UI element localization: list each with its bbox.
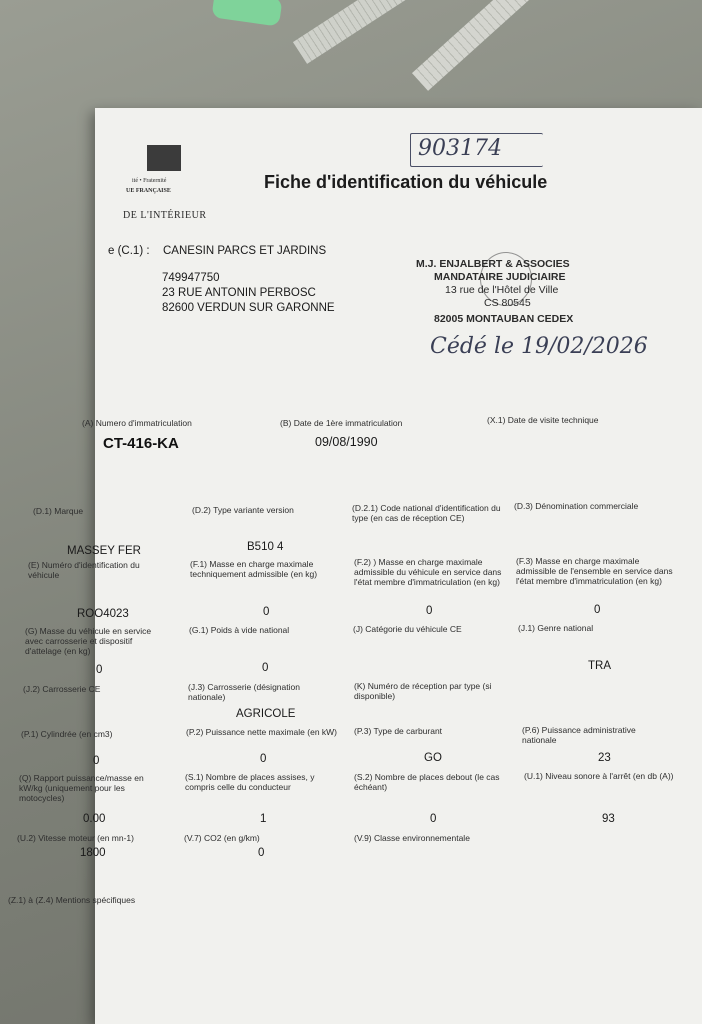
holder-label: e (C.1) :: [108, 245, 150, 257]
field-P3-value: GO: [424, 752, 442, 764]
field-F3-label: (F.3) Masse en charge maximale admissible de l'ensemble en service dans l'état membre d'immatriculation (en kg): [516, 556, 673, 586]
field-J-label: (J) Catégorie du véhicule CE: [353, 624, 462, 634]
field-E-value: ROO4023: [77, 608, 129, 620]
field-P3-label: (P.3) Type de carburant: [354, 726, 443, 736]
field-S1-label: (S.1) Nombre de places assises, y compris celle du conducteur: [185, 772, 315, 792]
field-J3-value: AGRICOLE: [236, 708, 296, 720]
field-V9-label: (V.9) Classe environnementale: [354, 833, 470, 843]
field-P2-value: 0: [260, 753, 267, 765]
field-D2-label: (D.2) Type variante version: [192, 505, 294, 515]
holder-address-2: 82600 VERDUN SUR GARONNE: [162, 302, 335, 314]
field-D1-label: (D.1) Marque: [33, 506, 84, 516]
field-P1-value: 0: [93, 755, 100, 767]
field-S2-value: 0: [430, 813, 437, 825]
field-A-value: CT-416-KA: [103, 435, 179, 452]
field-E-label: (E) Numéro d'identification du véhicule: [28, 560, 140, 580]
field-U2-value: 1800: [80, 847, 106, 859]
field-S2-label: (S.2) Nombre de places debout (le cas échéant): [354, 772, 500, 792]
stamp-line-1: M.J. ENJALBERT & ASSOCIES: [416, 258, 570, 270]
holder-name: CANESIN PARCS ET JARDINS: [163, 245, 327, 257]
stamp-line-4: CS 80545: [484, 297, 531, 309]
holder-address-1: 23 RUE ANTONIN PERBOSC: [162, 287, 316, 299]
field-V7-label: (V.7) CO2 (en g/km): [184, 833, 260, 843]
field-D21-label: (D.2.1) Code national d'identification du type (en cas de réception CE): [352, 503, 501, 523]
holder-id: 749947750: [162, 272, 220, 284]
field-B-label: (B) Date de 1ère immatriculation: [280, 418, 403, 428]
field-F2-label: (F.2) ) Masse en charge maximale admissible du véhicule en service dans l'état membre d'immatriculation (en kg): [354, 557, 502, 587]
field-F1-value: 0: [263, 606, 270, 618]
field-G1-value: 0: [262, 662, 269, 674]
field-S1-value: 1: [260, 813, 267, 825]
stamp-line-2: MANDATAIRE JUDICIAIRE: [434, 271, 566, 283]
ministry-name: DE L'INTÉRIEUR: [123, 210, 207, 221]
field-F3-value: 0: [594, 604, 601, 616]
field-G1-label: (G.1) Poids à vide national: [189, 625, 290, 635]
reference-number: 903174: [418, 136, 502, 161]
field-Q-value: 0.00: [83, 813, 106, 825]
field-G-value: 0: [96, 664, 103, 676]
field-Z-label: (Z.1) à (Z.4) Mentions spécifiques: [8, 895, 136, 905]
field-P2-label: (P.2) Puissance nette maximale (en kW): [186, 727, 338, 737]
logo-line-2: UE FRANÇAISE: [126, 188, 171, 194]
marianne-logo: [147, 145, 181, 171]
field-K-label: (K) Numéro de réception par type (si disponible): [354, 681, 492, 701]
field-Q-label: (Q) Rapport puissance/masse en kW/kg (uniquement pour les motocycles): [19, 773, 144, 803]
field-V7-value: 0: [258, 847, 265, 859]
field-D3-label: (D.3) Dénomination commerciale: [514, 501, 639, 511]
handwritten-transfer-note: Cédé le 19/02/2026: [430, 334, 648, 359]
field-F2-value: 0: [426, 605, 433, 617]
field-B-value: 09/08/1990: [315, 435, 378, 449]
field-U1-label: (U.1) Niveau sonore à l'arrêt (en db (A)): [524, 771, 674, 781]
field-U1-value: 93: [602, 813, 615, 825]
field-U2-label: (U.2) Vitesse moteur (en mn-1): [17, 833, 134, 843]
field-J1-label: (J.1) Genre national: [518, 623, 594, 633]
field-J2-label: (J.2) Carrosserie CE: [23, 684, 101, 694]
field-P1-label: (P.1) Cylindrée (en cm3): [21, 729, 113, 739]
field-G-label: (G) Masse du véhicule en service avec carrosserie et dispositif d'attelage (en kg): [25, 626, 152, 656]
stamp-line-3: 13 rue de l'Hôtel de Ville: [445, 284, 559, 296]
field-A-label: (A) Numero d'immatriculation: [82, 418, 192, 428]
field-F1-label: (F.1) Masse en charge maximale techniquement admissible (en kg): [190, 559, 318, 579]
field-P6-value: 23: [598, 752, 611, 764]
field-X1-label: (X.1) Date de visite technique: [487, 415, 599, 425]
field-D1-value: MASSEY FER: [67, 545, 141, 557]
field-J1-value: TRA: [588, 660, 611, 672]
field-P6-label: (P.6) Puissance administrative nationale: [522, 725, 636, 745]
page-title: Fiche d'identification du véhicule: [264, 172, 548, 192]
field-J3-label: (J.3) Carrosserie (désignation nationale): [188, 682, 300, 702]
logo-line-1: ité • Fraternité: [132, 178, 167, 184]
field-D2-value: B510 4: [247, 541, 284, 553]
stamp-line-5: 82005 MONTAUBAN CEDEX: [434, 313, 574, 325]
